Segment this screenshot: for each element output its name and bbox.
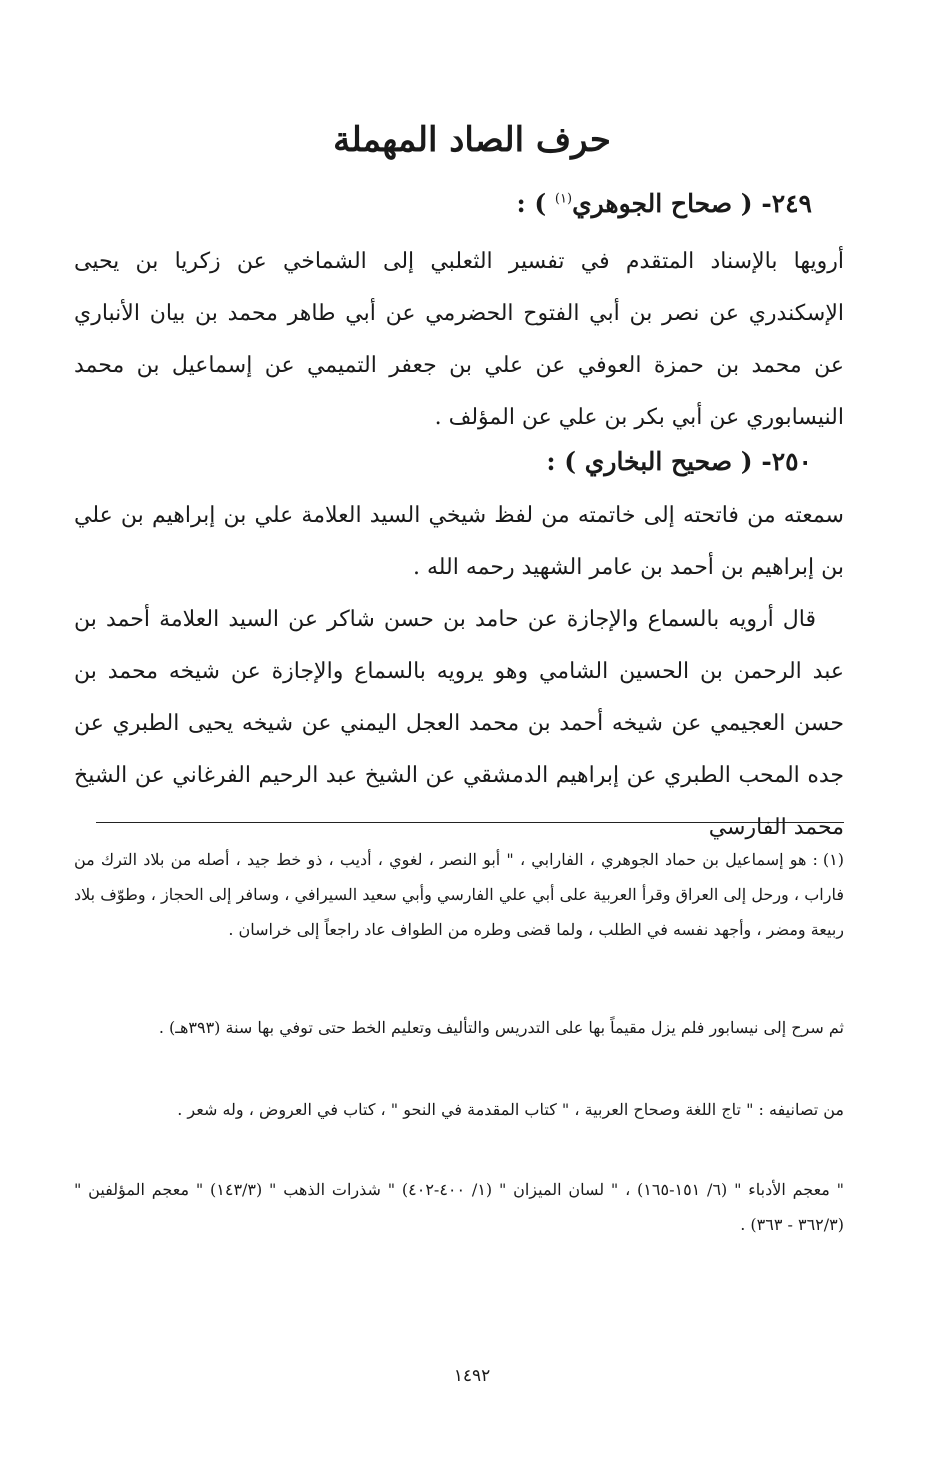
entry-number: ٢٤٩-	[761, 189, 812, 218]
entry-paragraph-text: قال أرويه بالسماع والإجازة عن حامد بن حسن شاكر عن السيد العلامة أحمد بن عبد الرحمن بن الحسين الشامي وهو يرويه بالسماع والإجازة عن شيخه محمد بن حسن العجيمي عن شيخه أحمد بن محمد العجل اليمني عن شيخه يحيى الطبري عن جده المحب الطبري عن إبراهيم الدمشقي عن الشيخ عبد الرحيم الفرغاني عن الشيخ محمد الفارسي	[74, 607, 844, 840]
entry-paragraph	[74, 594, 844, 854]
entry-paragraph: سمعته من فاتحته إلى خاتمته من لفظ شيخي السيد العلامة علي بن إبراهيم بن علي بن إبراهيم بن أحمد بن عامر الشهيد رحمه الله .	[74, 503, 844, 580]
entry-title: ( صحيح البخاري )	[564, 447, 753, 476]
footnote-paragraph: من تصانيفه : " تاج اللغة وصحاح العربية ، " كتاب المقدمة في النحو " ، كتاب في العروض ، وله شعر .	[177, 1100, 844, 1119]
footnote-separator	[96, 822, 844, 823]
entry-title: ( صحاح الجوهري	[572, 189, 753, 218]
entry-title-end: :	[546, 447, 556, 476]
entry-heading-250	[546, 444, 812, 479]
entry-heading-249	[516, 186, 812, 221]
chapter-title: حرف الصاد المهملة	[333, 120, 611, 160]
entry-number: ٢٥٠-	[761, 447, 812, 476]
footnote-paragraph: ثم سرح إلى نيسابور فلم يزل مقيماً بها على التدريس والتأليف وتعليم الخط حتى توفي بها سنة (٣٩٣هـ) .	[158, 1018, 844, 1037]
footnote-sources: " معجم الأدباء " (٦/ ١٥١-١٦٥) ، " لسان الميزان " (١/ ٤٠٠-٤٠٢) " شذرات الذهب " (١٤٣/٣) " معجم المؤلفين " (٣٦٢/٣ - ٣٦٣) .	[74, 1180, 845, 1234]
footnote-paragraph	[74, 842, 844, 947]
page-number: ١٤٩٢	[453, 1366, 491, 1386]
entry-paragraph: أرويها بالإسناد المتقدم في تفسير الثعلبي إلى الشماخي عن زكريا بن يحيى الإسكندري عن نصر بن أبي الفتوح الحضرمي عن أبي طاهر محمد بن بيان الأنباري عن محمد بن حمزة العوفي عن علي بن جعفر التميمي عن إسماعيل بن محمد النيسابوري عن أبي بكر بن علي عن المؤلف .	[74, 249, 844, 430]
entry-title-end: ) :	[516, 189, 547, 218]
footnote-marker: (١) :	[812, 850, 844, 869]
footnote-reference[interactable]: (١)	[554, 191, 573, 207]
footnote-text: هو إسماعيل بن حماد الجوهري ، الفارابي ، " أبو النصر ، لغوي ، أديب ، ذو خط جيد ، أصله من بلاد الترك من فاراب ، ورحل إلى العراق وقرأ العربية على أبي علي الفارسي وأبي سعيد السيرافي ، وسافر إلى الحجاز ، وطوّف بلاد ربيعة ومضر ، وأجهد نفسه في الطلب ، ولما قضى وطره من الطواف عاد راجعاً إلى خراسان .	[74, 850, 844, 939]
